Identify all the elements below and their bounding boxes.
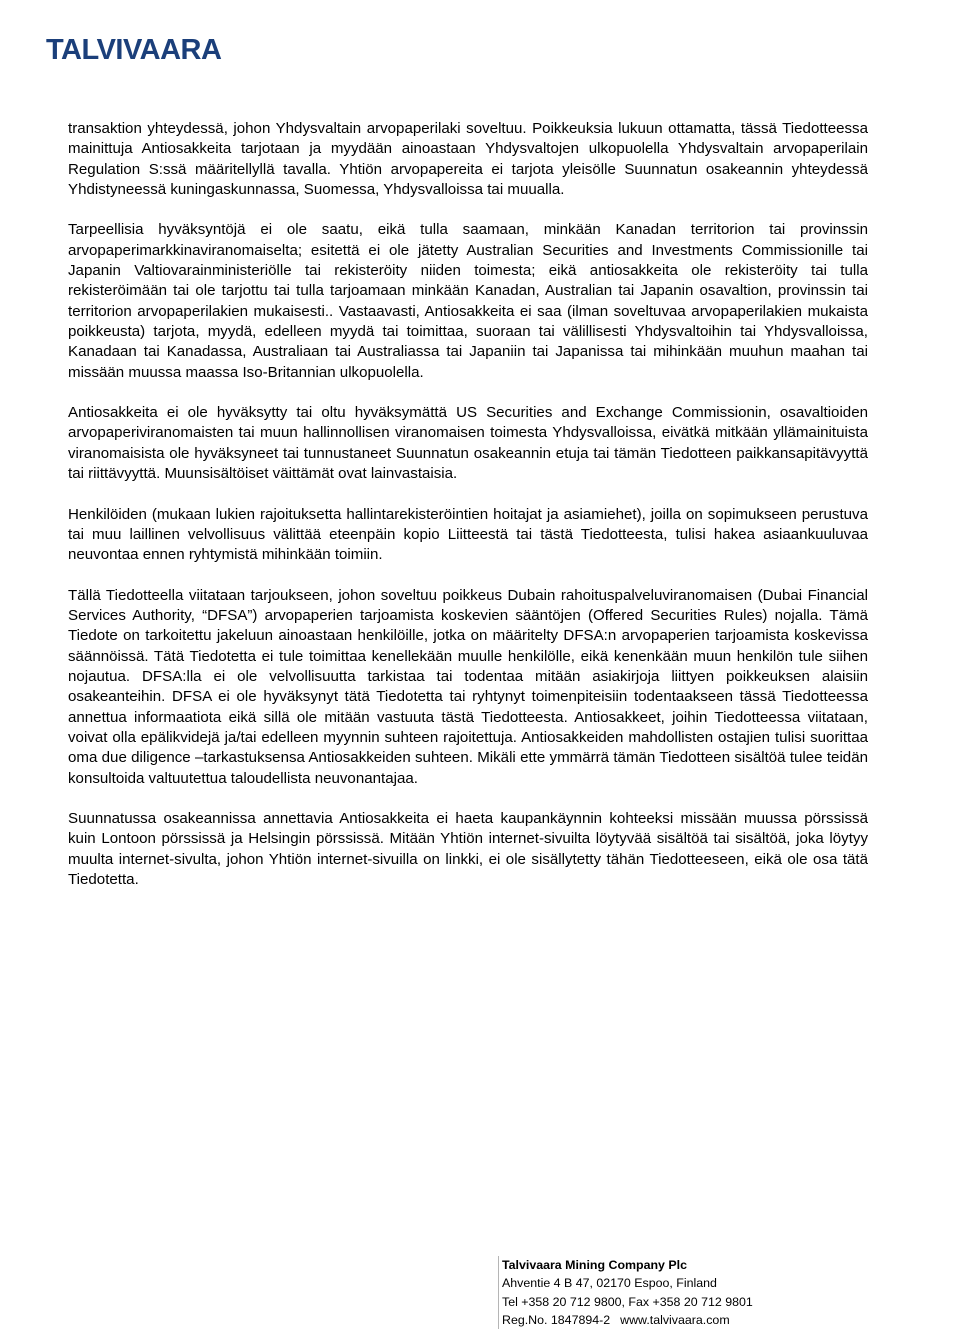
paragraph-nominees: Henkilöiden (mukaan lukien rajoituksetta hallintarekisteröintien hoitajat ja asiamiehet), joilla on sopimukseen perustuva tai muu laillinen velvollisuus välittää eteenpäin kopio Liitteestä tai tästä Tiedotteesta, tulisi hakea asiaankuuluvaa neuvontaa ennen ryhtymistä mihinkään toimiin. xyxy=(68,505,868,564)
footer-reg-line xyxy=(502,1311,942,1329)
company-footer xyxy=(498,1256,942,1329)
footer-website[interactable]: www.talvivaara.com xyxy=(620,1312,730,1327)
paragraph-sec-approval: Antiosakkeita ei ole hyväksytty tai oltu hyväksymättä US Securities and Exchange Commissionin, osavaltioiden arvopaperiviranomaisten tai muun hallinnollisen viranomaisen toimesta Yhdysvalloissa, eivätkä mitkään yllämainituista viranomaisista ole hyväksyneet tai tunnustaneet Suunnatun osakeannin etuja tai tämän Tiedotteen paikkansapitävyyttä tai riittävyyttä. Muunsisältöiset väittämät ovat lainvastaisia. xyxy=(68,404,868,483)
paragraph-dfsa: Tällä Tiedotteella viitataan tarjoukseen, johon soveltuu poikkeus Dubain rahoituspalveluviranomaisen (Dubai Financial Services Authority, “DFSA”) arvopaperien tarjoamista koskevien sääntöjen (Offered Securities Rules) nojalla. Tämä Tiedote on tarkoitettu jakeluun ainoastaan henkilöille, jotka on määritelty DFSA:n arvopaperien tarjoamista koskevissa säännöissä. Tätä Tiedotetta ei tule toimittaa kenellekään muulle henkilölle, eikä kenenkään muun henkilön tule siihen nojautua. DFSA:lla ei ole velvollisuutta tarkistaa tai todentaa mitään asiakirjoja liittyen poikkeuksen alaisiin osakeanteihin. DFSA ei ole hyväksynyt tätä Tiedotetta tai ryhtynyt toimenpiteisiin todentaakseen tässä Tiedotteessa annettua informaatiota eikä sillä ole mitään vastuuta tästä Tiedotteesta. Antiosakkeet, joihin Tiedotteessa viitataan, voivat olla epälikvidejä ja/tai edelleen myynnin suhteen rajoitettuja. Antiosakkeiden mahdollisten ostajien tulisi suorittaa oma due diligence –tarkastuksensa Antiosakkeiden suhteen. Mikäli ette ymmärrä tämän Tiedotteen sisältöä tulee teidän konsultoida valtuutettua taloudellista neuvonantajaa. xyxy=(68,586,868,787)
footer-address: Ahventie 4 B 47, 02170 Espoo, Finland xyxy=(502,1276,717,1291)
footer-phone: Tel +358 20 712 9800, Fax +358 20 712 9801 xyxy=(502,1294,753,1309)
paragraph-us-restrictions: transaktion yhteydessä, johon Yhdysvaltain arvopaperilaki soveltuu. Poikkeuksia lukuun ottamatta, tässä Tiedotteessa mainittuja Antiosakkeita tarjotaan ja myydään ainoastaan Yhdysvaltojen ulkopuolella Yhdysvaltain arvopaperilain Regulation S:ssä määritellyllä tavalla. Yhtiön arvopapereita ei tarjota yleisölle Suunnatun osakeannin yhteydessä Yhdistyneessä kuningaskunnassa, Suomessa, Yhdysvalloissa tai muualla. xyxy=(68,120,868,198)
company-logo: TALVIVAARA xyxy=(46,34,222,66)
paragraph-listing: Suunnatussa osakeannissa annettavia Antiosakkeita ei haeta kaupankäynnin kohteeksi missään muussa pörssissä kuin Lontoon pörssissä ja Helsingin pörssissä. Mitään Yhtiön internet-sivuilta löytyvää sisältöä tai sisältöä, joka löytyy muulta internet-sivulta, johon Yhtiön internet-sivuilla on linkki, ei ole sisällytetty tähän Tiedotteeseen, eikä ole osa tätä Tiedotetta. xyxy=(68,810,868,888)
footer-reg-no: Reg.No. 1847894-2 xyxy=(502,1312,611,1327)
paragraph-canada-australia-japan: Tarpeellisia hyväksyntöjä ei ole saatu, eikä tulla saamaan, minkään Kanadan territorion tai provinssin arvopaperimarkkinaviranomaiselta; esitettä ei ole jätetty Australian Securities and Investments Commissionille tai Japanin Valtiovarainministeriölle tai rekisteröity niiden toimesta; eikä antiosakkeita ole rekisteröity tai tulla rekisteröimään tai ole tarjottu tai tulla tarjoamaan minkään Kanadan, Australian tai Japanin osavaltion, provinssin tai territorion arvopaperilakien mukaisesti.. Vastaavasti, Antiosakkeita ei saa (ilman soveltuvaa arvopaperilakien mukaista poikkeusta) tarjota, myydä, edelleen myydä tai toimittaa, suoraan tai välillisesti Yhdysvaltoihin tai Yhdysvalloissa, Kanadaan tai Kanadassa, Australiaan tai Australiassa tai Japaniin tai Japanissa tai mihinkään muuhun maahan tai missään muussa maassa Iso-Britannian ulkopuolella. xyxy=(68,221,868,381)
footer-company-name: Talvivaara Mining Company Plc xyxy=(502,1258,687,1272)
document-body xyxy=(68,119,868,911)
